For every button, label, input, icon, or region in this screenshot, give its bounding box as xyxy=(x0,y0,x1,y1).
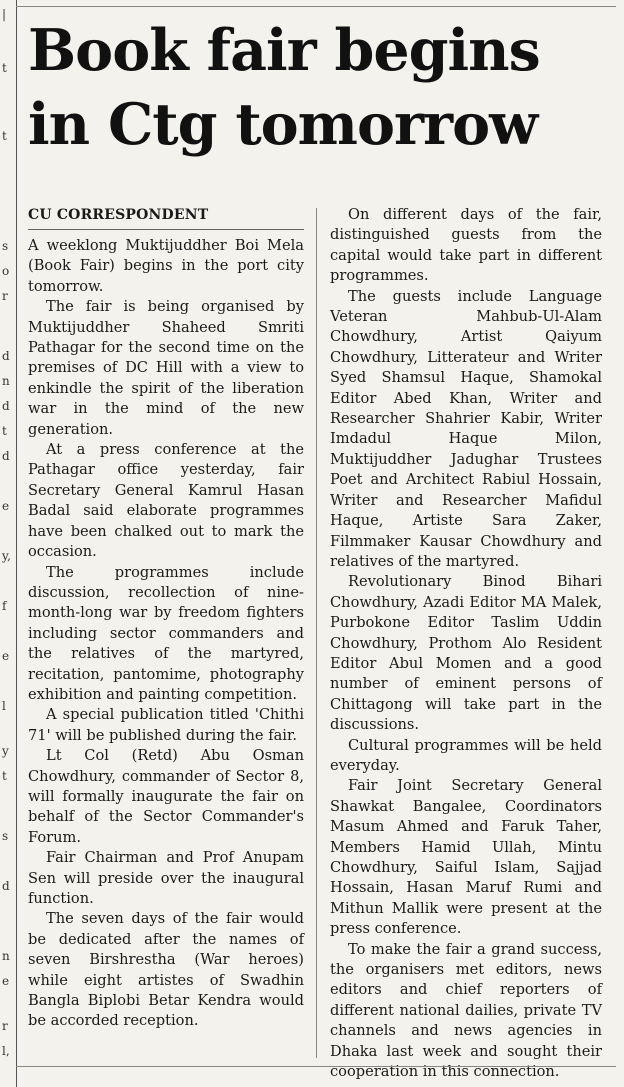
edge-fragment: l xyxy=(2,699,6,713)
edge-fragment: s xyxy=(2,239,9,253)
edge-fragment: f xyxy=(2,599,7,613)
paragraph: Lt Col (Retd) Abu Osman Chowdhury, commander of Sector 8, will formally inaugurate the fair on behalf of the Sector Commander's Forum. xyxy=(28,747,304,846)
edge-fragment: e xyxy=(2,974,10,988)
edge-fragment: l, xyxy=(2,1044,10,1058)
right-column xyxy=(330,205,602,1082)
paragraph: A special publication titled 'Chithi 71' will be published during the fair. xyxy=(28,706,304,744)
paragraph: Fair Joint Secretary General Shawkat Bangalee, Coordinators Masum Ahmed and Faruk Taher, Members Hamid Ullah, Mintu Chowdhury, Saiful Islam, Sajjad Hossain, Hasan Maruf Rumi and Mithun Mallik were present at the press conference. xyxy=(330,777,602,938)
edge-fragment: d xyxy=(2,349,10,363)
paragraph: On different days of the fair, distinguished guests from the capital would take part in different programmes. xyxy=(330,206,602,285)
edge-fragment: y, xyxy=(2,549,11,563)
headline: Book fair begins in Ctg tomorrow xyxy=(28,17,540,158)
paragraph: The fair is being organised by Muktijuddher Shaheed Smriti Pathagar for the second time on the premises of DC Hill with a view to enkindle the spirit of the liberation war in the mind of the new generation. xyxy=(28,298,304,438)
edge-fragment: d xyxy=(2,449,10,463)
column-divider xyxy=(316,208,317,1058)
edge-fragment: s xyxy=(2,829,9,843)
edge-fragment: r xyxy=(2,1019,8,1033)
edge-fragment: d xyxy=(2,399,10,413)
byline: CU CORRESPONDENT xyxy=(28,205,304,230)
paragraph: A weeklong Muktijuddher Boi Mela (Book Fair) begins in the port city tomorrow. xyxy=(28,237,304,295)
paragraph: The seven days of the fair would be dedicated after the names of seven Birshrestha (War heroes) while eight artistes of Swadhin Bangla Biplobi Betar Kendra would be accorded reception. xyxy=(28,910,304,1030)
bottom-rule xyxy=(16,1066,616,1067)
edge-fragment: o xyxy=(2,264,10,278)
edge-fragment: t xyxy=(2,129,7,143)
edge-fragment: d xyxy=(2,879,10,893)
edge-fragment: y xyxy=(2,744,9,758)
left-column xyxy=(28,205,304,1032)
edge-fragment: e xyxy=(2,499,10,513)
edge-fragment: r xyxy=(2,289,8,303)
edge-fragment: t xyxy=(2,424,7,438)
edge-fragment: t xyxy=(2,61,7,75)
paragraph: Cultural programmes will be held everyday. xyxy=(330,736,602,774)
paragraph: At a press conference at the Pathagar office yesterday, fair Secretary General Kamrul Hasan Badal said elaborate programmes have been chalked out to mark the occasion. xyxy=(28,441,304,561)
top-rule xyxy=(16,6,616,7)
edge-fragment: t xyxy=(2,769,7,783)
edge-fragment: e xyxy=(2,649,10,663)
paragraph: The guests include Language Veteran Mahbub-Ul-Alam Chowdhury, Artist Qaiyum Chowdhury, Litterateur and Writer Syed Shamsul Haque, Shamokal Editor Abed Khan, Writer and Researcher Shahrier Kabir, Writer Imdadul Haque Milon, Muktijuddher Jadughar Trustees Poet and Architect Rabiul Hossain, Writer and Researcher Mafidul Haque, Artiste Sara Zaker, Filmmaker Kausar Chowdhury and relatives of the martyred. xyxy=(330,287,602,570)
paragraph: The programmes include discussion, recollection of nine-month-long war by freedom fighters including sector commanders and the relatives of the martyred, recitation, pantomime, photography exhibition and painting competition. xyxy=(28,563,304,703)
adjacent-column-edge xyxy=(0,0,17,1087)
edge-fragment: | xyxy=(2,7,7,21)
paragraph: Fair Chairman and Prof Anupam Sen will preside over the inaugural function. xyxy=(28,849,304,907)
edge-fragment: n xyxy=(2,374,10,388)
paragraph: To make the fair a grand success, the organisers met editors, news editors and chief reporters of different national dailies, private TV channels and news agencies in Dhaka last week and sought their cooperation in this connection. xyxy=(330,940,602,1081)
paragraph: Revolutionary Binod Bihari Chowdhury, Azadi Editor MA Malek, Purbokone Editor Taslim Uddin Chowdhury, Prothom Alo Resident Editor Abul Momen and a good number of eminent persons of Chittagong will take part in the discussions. xyxy=(330,573,602,734)
edge-fragment: n xyxy=(2,949,10,963)
